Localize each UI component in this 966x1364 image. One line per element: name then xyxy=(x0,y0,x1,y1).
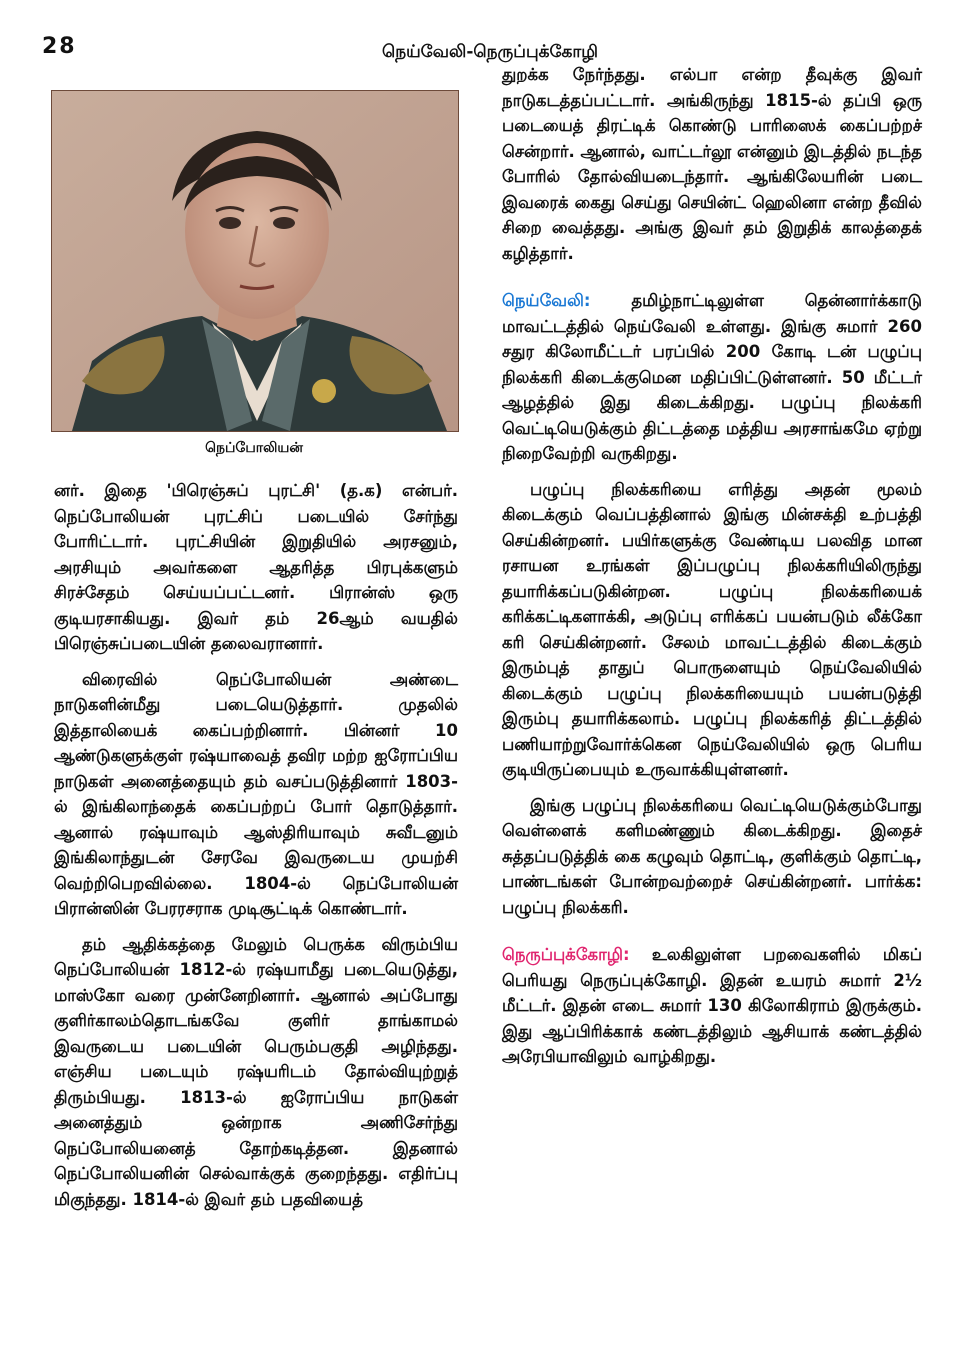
right-column xyxy=(502,62,922,1080)
entry-heading-neyveli: நெய்வேலி: xyxy=(502,291,591,310)
body-paragraph: துறக்க நேர்ந்தது. எல்பா என்ற தீவுக்கு இவர் நாடுகடத்தப்பட்டார். அங்கிருந்து 1815-ல் தப்பி ஒரு படையைத் திரட்டிக் கொண்டு பாரிஸைக் கைப்பற்றச் சென்றார். ஆனால், வாட்டர்லூ என்னும் இடத்தில் நடந்த போரில் தோல்வியடைந்தார். ஆங்கிலேயரின் படை இவரைக் கைது செய்து செயின்ட் ஹெலினா என்ற தீவில் சிறை வைத்தது. அங்கு இவர் தம் இறுதிக் காலத்தைக் கழித்தார். xyxy=(502,65,922,263)
entry-text: உலகிலுள்ள பறவைகளில் மிகப் பெரியது நெருப்புக்கோழி. இதன் உயரம் சுமார் 2½ மீட்டர். இதன் எடை சுமார் 130 கிலோகிராம் இருக்கும். இது ஆப்பிரிக்காக் கண்டத்திலும் ஆசியாக் கண்டத்தில் அரேபியாவிலும் வாழ்கிறது. xyxy=(502,945,922,1066)
entry-text: தமிழ்நாட்டிலுள்ள தென்னார்க்காடு மாவட்டத்தில் நெய்வேலி உள்ளது. இங்கு சுமார் 260 சதுர கிலோமீட்டர் பரப்பில் 200 கோடி டன் பழுப்பு நிலக்கரி கிடைக்குமென மதிப்பிட்டுள்ளனர். 50 மீட்டர் ஆழத்தில் இது கிடைக்கிறது. பழுப்பு நிலக்கரி வெட்டியெடுக்கும் திட்டத்தை மத்திய அரசாங்கமே ஏற்று நிறைவேற்றி வருகிறது. xyxy=(502,291,922,463)
body-paragraph: தம் ஆதிக்கத்தை மேலும் பெருக்க விரும்பிய நெப்போலியன் 1812-ல் ரஷ்யாமீது படையெடுத்து, மாஸ்கோ வரை முன்னேறினார். ஆனால் அப்போது குளிர்காலம்தொடங்கவே குளிர் தாங்காமல் இவருடைய படையின் பெரும்பகுதி அழிந்தது. எஞ்சிய படையும் ரஷ்யரிடம் தோல்வியுற்றுத் திரும்பியது. 1813-ல் ஐரோப்பிய நாடுகள் அனைத்தும் ஒன்றாக அணிசேர்ந்து நெப்போலியனைத் தோற்கடித்தன. இதனால் நெப்போலியனின் செல்வாக்குக் குறைந்தது. எதிர்ப்பு மிகுந்தது. 1814-ல் இவர் தம் பதவியைத் xyxy=(54,934,458,1209)
entry-heading-ostrich: நெருப்புக்கோழி: xyxy=(502,945,630,964)
body-paragraph: பழுப்பு நிலக்கரியை எரித்து அதன் மூலம் கிடைக்கும் வெப்பத்தினால் இங்கு மின்சக்தி உற்பத்தி செய்கின்றனர். பயிர்களுக்கு வேண்டிய பலவித மான ரசாயன உரங்கள் இப்பழுப்பு நிலக்கரியிலிருந்து தயாரிக்கப்படுகின்றன. பழுப்பு நிலக்கரியைக் கரிக்கட்டிகளாக்கி, அடுப்பு எரிக்கப் பயன்படும் லீக்கோ கரி செய்கின்றனர். சேலம் மாவட்டத்தில் கிடைக்கும் இரும்புத் தாதுப் பொருளையும் நெய்வேலியில் கிடைக்கும் பழுப்பு நிலக்கரியையும் பயன்படுத்தி இரும்பு தயாரிக்கலாம். பழுப்பு நிலக்கரித் திட்டத்தில் பணியாற்றுவோர்க்கென நெய்வேலியில் ஒரு பெரிய குடியிருப்பையும் உருவாக்கியுள்ளனர். xyxy=(502,479,922,779)
figure-caption: நெப்போலியன் xyxy=(205,440,303,456)
body-paragraph: விரைவில் நெப்போலியன் அண்டை நாடுகளின்மீது படையெடுத்தார். முதலில் இத்தாலியைக் கைப்பற்றினார். பின்னர் 10 ஆண்டுகளுக்குள் ரஷ்யாவைத் தவிர மற்ற ஐரோப்பிய நாடுகள் அனைத்தையும் தம் வசப்படுத்தினார் 1803-ல் இங்கிலாந்தைக் கைப்பற்றப் போர் தொடுத்தார். ஆனால் ரஷ்யாவும் ஆஸ்திரியாவும் சுவீடனும் இங்கிலாந்துடன் சேரவே இவருடைய முயற்சி வெற்றிபெறவில்லை. 1804-ல் நெப்போலியன் பிரான்ஸின் பேரரசராக முடிசூட்டிக் கொண்டார். xyxy=(54,669,458,918)
left-column xyxy=(54,478,458,1222)
napoleon-portrait xyxy=(51,90,459,432)
entry-ostrich xyxy=(502,942,922,1070)
body-paragraph: இங்கு பழுப்பு நிலக்கரியை வெட்டியெடுக்கும்போது வெள்ளைக் களிமண்ணும் கிடைக்கிறது. இதைச் சுத்தப்படுத்திக் கை கழுவும் தொட்டி, குளிக்கும் தொட்டி, பாண்டங்கள் போன்றவற்றைச் செய்கின்றனர். பார்க்க: பழுப்பு நிலக்கரி. xyxy=(502,795,922,917)
running-header: நெய்வேலி-நெருப்புக்கோழி xyxy=(381,42,599,62)
page-number: 28 xyxy=(42,34,77,59)
entry-neyveli xyxy=(502,288,922,467)
body-paragraph: னர். இதை 'பிரெஞ்சுப் புரட்சி' (த.க) என்பர். நெப்போலியன் புரட்சிப் படையில் சேர்ந்து போரிட்டார். புரட்சியின் இறுதியில் அரசனும், அரசியும் அவர்களை ஆதரித்த பிரபுக்களும் சிரச்சேதம் செய்யப்பட்டனர். பிரான்ஸ் ஒரு குடியரசாகியது. இவர் தம் 26ஆம் வயதில் பிரெஞ்சுப்படையின் தலைவரானார். xyxy=(54,481,458,653)
